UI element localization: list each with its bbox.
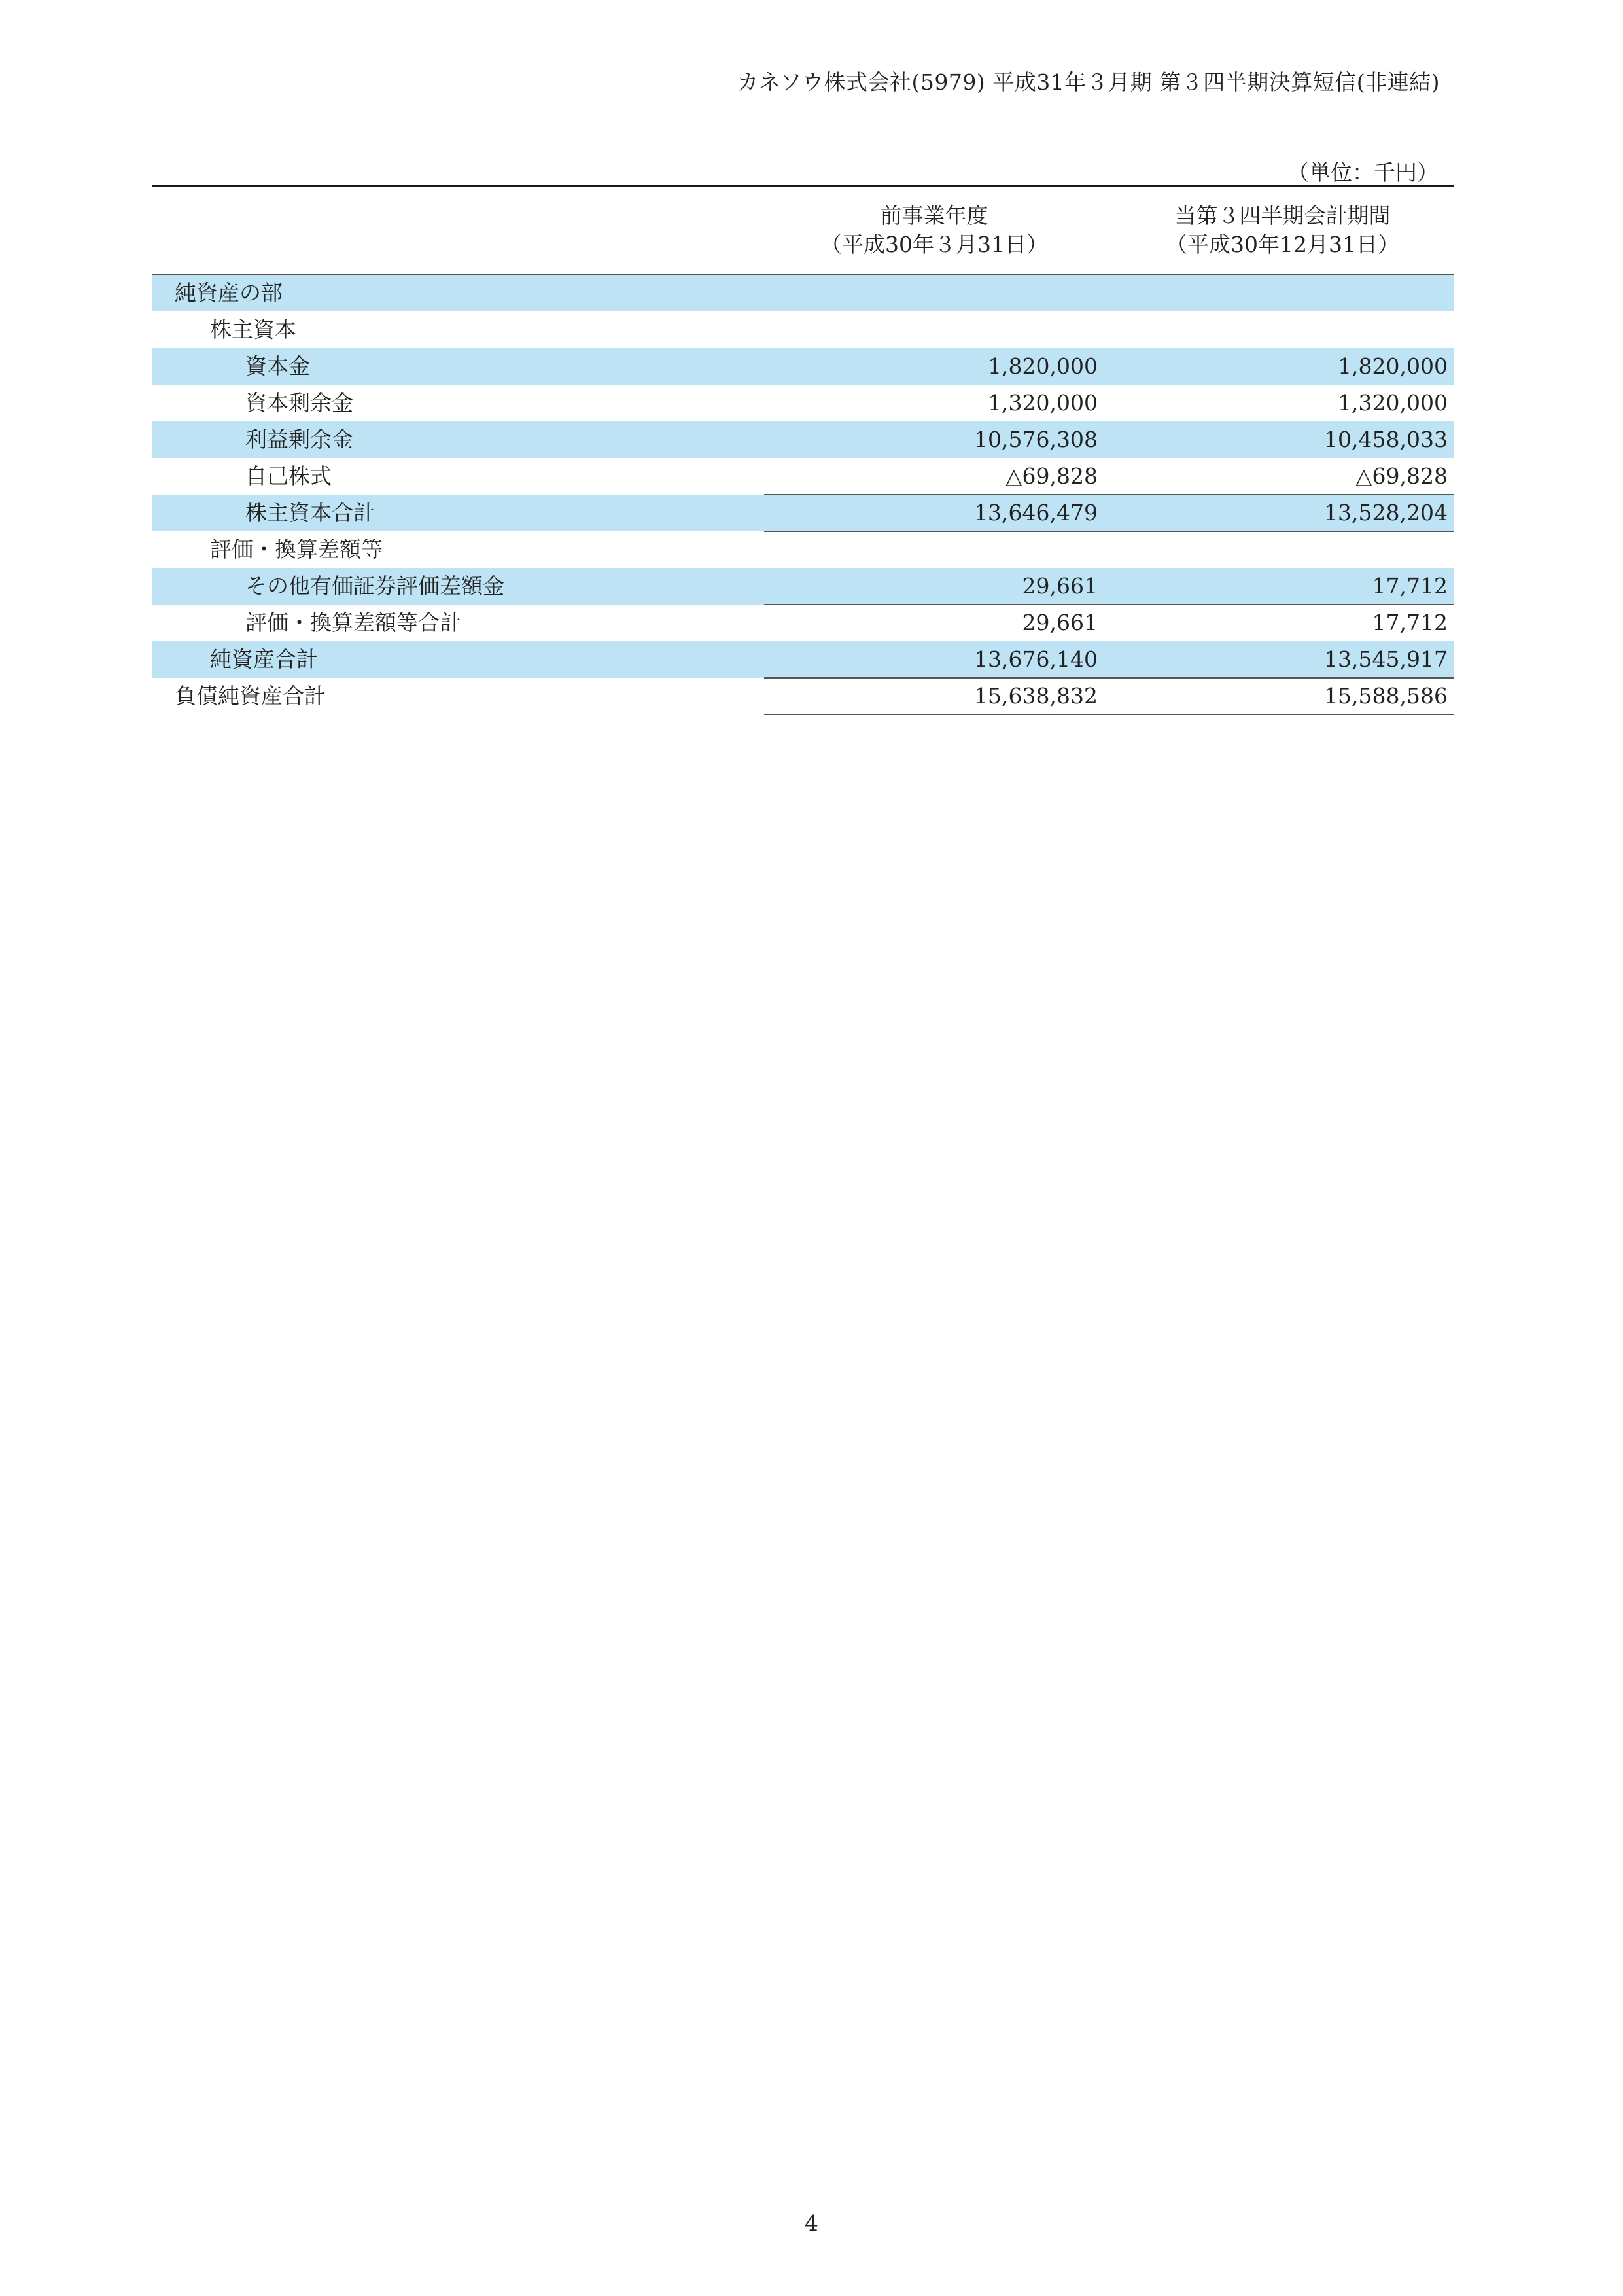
value-current: 17,712 [1372,573,1448,599]
table-row-valuation-adjustments-total [152,605,1454,641]
unit-label: （単位：千円） [1287,160,1439,185]
row-label: 株主資本合計 [245,500,375,525]
page-number: 4 [805,2210,818,2236]
row-label: 評価・換算差額等合計 [245,610,461,635]
row-label: 負債純資産合計 [175,683,326,709]
column-header-current-date: （平成30年12月31日） [1166,232,1399,257]
value-current: 17,712 [1372,610,1448,635]
table-row-securities-valuation-difference [152,568,1454,605]
table-row-net-assets-total [152,641,1454,678]
table-row-valuation-adjustments [152,531,1454,568]
table-row-net-assets-section [152,275,1454,311]
row-label: 純資産合計 [210,646,318,672]
value-previous: 13,676,140 [974,646,1098,672]
row-label: その他有価証券評価差額金 [245,573,504,599]
table-row-shareholders-equity [152,311,1454,348]
column-header-row [152,187,1454,275]
table-row-shareholders-equity-total [152,495,1454,531]
row-label: 自己株式 [245,463,332,489]
value-current: 10,458,033 [1324,427,1448,452]
value-previous: 15,638,832 [974,683,1098,709]
value-previous: 29,661 [1022,610,1098,635]
value-previous: 10,576,308 [974,427,1098,452]
total-rule [764,714,1454,715]
row-label: 資本金 [245,353,310,379]
balance-sheet-table [152,185,1454,715]
table-row-treasury-stock [152,458,1454,495]
column-header-current-title: 当第３四半期会計期間 [1174,203,1391,228]
column-header-previous-date: （平成30年３月31日） [820,232,1048,257]
column-header-previous-title: 前事業年度 [880,203,988,228]
row-label: 利益剰余金 [245,427,353,452]
value-current: 1,320,000 [1338,390,1448,415]
value-current: 15,588,586 [1324,683,1448,709]
row-label: 資本剰余金 [245,390,353,415]
value-current: 13,528,204 [1324,500,1448,525]
row-label: 純資産の部 [175,280,283,306]
document-header-title: カネソウ株式会社(5979) 平成31年３月期 第３四半期決算短信(非連結) [737,69,1440,95]
value-previous: 1,320,000 [988,390,1098,415]
value-previous: △69,828 [1005,463,1098,489]
value-previous: 29,661 [1022,573,1098,599]
value-current: 13,545,917 [1324,646,1448,672]
value-previous: 13,646,479 [974,500,1098,525]
column-header-previous-year [764,202,1104,259]
value-previous: 1,820,000 [988,353,1098,379]
table-row-capital-surplus [152,385,1454,421]
column-header-current-period [1111,202,1454,259]
table-row-capital-stock [152,348,1454,385]
row-label: 評価・換算差額等 [210,537,383,562]
row-label: 株主資本 [210,317,296,342]
value-current: 1,820,000 [1338,353,1448,379]
value-current: △69,828 [1355,463,1448,489]
table-row-liabilities-net-assets-total [152,678,1454,715]
table-row-retained-earnings [152,421,1454,458]
